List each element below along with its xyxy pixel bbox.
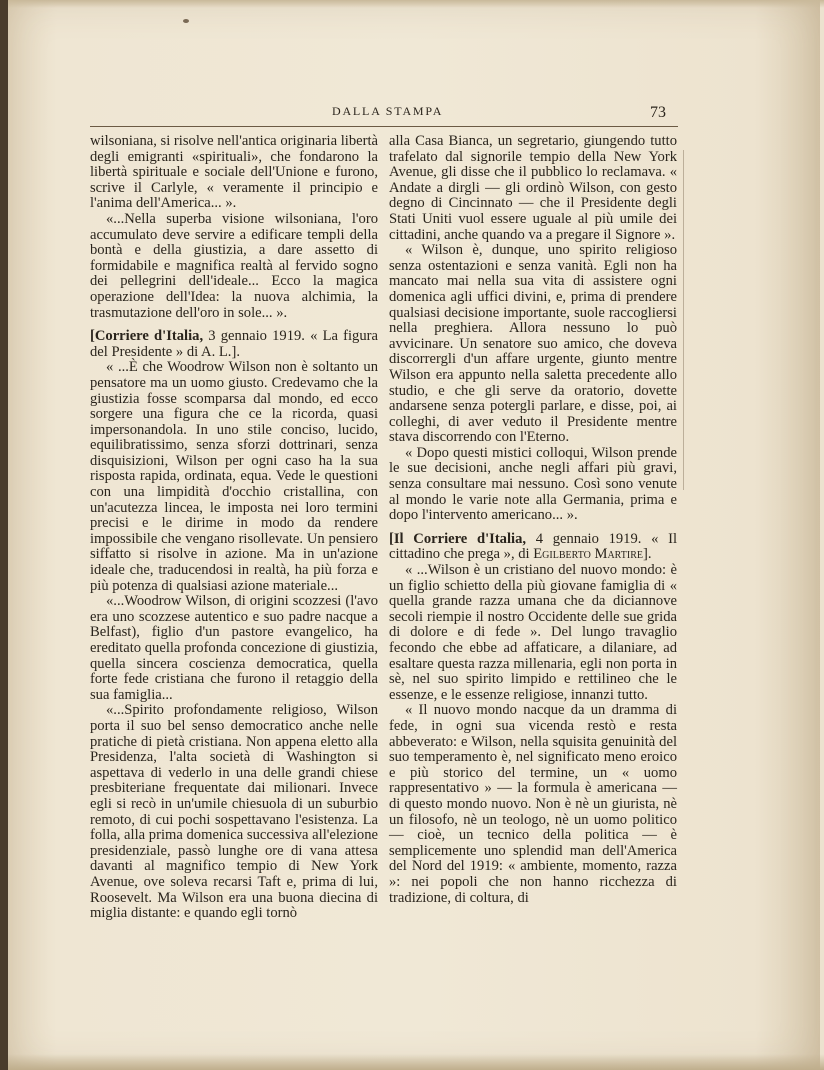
header-rule <box>90 126 678 127</box>
page-binding-edge <box>0 0 8 1070</box>
right-column <box>389 134 677 906</box>
paragraph-text: « ...È che Woodrow Wilson non è soltanto un pensatore ma un uomo giusto. Credevamo che la giustizia fosse scomparsa dal mondo, ed ecco sorgere una figura che ce la ricorda, quasi impersonandola. In uno stile conciso, lucido, equilibratissimo, senza sforzi dottrinari, senza disquisizioni, Wilson per ogni caso ha la sua risposta rapida, ordinata, equa. Vede le questioni con una limpidità d'occhio cristallina, con un'acutezza lincea, le imposta nei loro termini precisi e le dirime in modo da rendere impossibile che vengano risollevate. Un pensiero siffatto si risolve in azione. Ma in un'azione ideale che, traducendosi in realtà, ha più forza e più potenza di qualsiasi azione materiale... <box>90 359 378 594</box>
author-name: Egilberto Martire <box>533 546 643 563</box>
paragraph <box>389 532 677 563</box>
paragraph <box>90 360 378 594</box>
paragraph <box>389 243 677 446</box>
page-top-edge <box>8 0 824 8</box>
paragraph-text: «...Woodrow Wilson, di origini scozzesi (l'avo era uno scozzese autentico e suo padre nacque a Belfast), figlio d'un pastore evangelico, ha ereditato quella profonda concezione di giustizia, quella sincera coscienza democratica, quella forte fede cristiana che furono il retaggio della sua famiglia... <box>90 593 378 703</box>
paragraph-text: « Dopo questi mistici colloqui, Wilson prende le sue decisioni, anche negli affari più gravi, senza consultare mai nessuno. Così sono venute al mondo le varie note alla Germania, prima e dopo l'intervento americano... ». <box>389 444 677 524</box>
page-bottom-edge <box>8 1054 824 1070</box>
paragraph-text: « Il nuovo mondo nacque da un dramma di fede, in ogni sua vicenda restò e resta abbeverato: e Wilson, nella squisita genuinità del suo temperamento è, nel significato meno eroico e più storico del termine, un « uomo rappresentativo » — la formula è americana — di questo mondo nuovo. Non è nè un giurista, nè un filosofo, nè un teologo, nè un uomo politico — cioè, un tecnico della politica — è semplicemente uno splendid man dell'America del Nord del 1919: « ambiente, momento, razza »: nei popoli che non hanno ricchezza di tradizione, di coltura, di <box>389 702 677 906</box>
running-header: DALLA STAMPA <box>332 104 444 118</box>
paragraph <box>90 212 378 321</box>
paragraph <box>389 563 677 703</box>
paragraph-text: « ...Wilson è un cristiano del nuovo mondo: è un figlio schietto della più giovane famiglia di « quella grande razza umana che da diciannove secoli riempie il nostro Occidente delle sue grida di dolore e di fede ». Del lungo travaglio fecondo che ebbe ad affaticare, a dilaniare, ad esaltare questa razza millenaria, egli non porta in sè, nel suo spirito limpido e rettilineo che le essenze, e le essenze religiose, innanzi tutto. <box>389 562 677 703</box>
paragraph-text: wilsoniana, si risolve nell'antica originaria libertà degli emigranti «spirituali», che fondarono la libertà spirituale e sociale dell'Unione e furono, scrive il Carlyle, « veramente il principio e l'anima dell'America... ». <box>90 133 378 212</box>
source-citation: [Il Corriere d'Italia, <box>389 530 527 547</box>
paragraph-text: alla Casa Bianca, un segretario, giungendo tutto trafelato dal signorile tempio della New York Avenue, gli disse che il pubblico lo reclamava. « Andate a dirgli — gli ordinò Wilson, con gesto degno di Cincinnato — che il Presidente degli Stati Uniti vuol essere uguale al più umile dei cittadini, anche quando va a pregare il Signore ». <box>389 133 677 243</box>
paragraph <box>90 329 378 360</box>
paragraph <box>389 446 677 524</box>
paragraph-text: 3 gennaio 1919. « La figura del Presidente » di A. L.]. <box>90 328 378 360</box>
paragraph <box>389 703 677 906</box>
margin-pencil-mark <box>683 150 684 490</box>
paragraph <box>90 703 378 921</box>
paragraph <box>389 134 677 243</box>
citation-close: ]. <box>642 546 652 563</box>
paragraph-text: «...Nella superba visione wilsoniana, l'oro accumulato deve servire a edificare templi della bontà e della giustizia, a dare assetto di formidabile e magnifica realtà al fervido sogno dei pellegrini dell'ideale... Ecco la magica operazione dell'Idea: la nuova alchimia, la trasmutazione dell'oro in sole... ». <box>90 210 378 321</box>
paragraph-text: « Wilson è, dunque, uno spirito religioso senza ostentazioni e senza vanità. Egli non ha mancato mai nella sua vita di assistere ogni domenica agli uffici divini, e, prima di prendere qualsiasi decisione importante, suole raccogliersi nella preghiera. Allora nessuno lo può avvicinare. Un senatore suo amico, che doveva discorrergli d'un affare urgente, giunto mentre Wilson era appunto nella saletta precedente allo studio, e che gli serve da oratorio, dovette andarsene senza potergli parlare, e disse, poi, ai colleghi, di aver veduto il Presidente mentre stava discorrendo con l'Eterno. <box>389 242 677 446</box>
paragraph-text: 4 gennaio 1919. « Il cittadino che prega », di <box>389 530 677 563</box>
source-citation: [Corriere d'Italia, <box>90 328 204 345</box>
paragraph <box>90 594 378 703</box>
page-number: 73 <box>650 104 666 121</box>
paragraph <box>90 134 378 212</box>
paragraph-text: «...Spirito profondamente religioso, Wilson porta il suo bel senso democratico anche nelle pratiche di pietà cristiana. Non appena eletto alla Presidenza, l'alta società di Washington si aspettava di vederlo in una delle grandi chiese presbiteriane frequentate dai milionari. Invece egli si recò in un'umile chiesuola di un suburbio remoto, di cui pochi sospettavano l'esistenza. La folla, alla prima domenica successiva all'elezione presidenziale, passò lunghe ore di vana attesa davanti al magnifico tempio di New York Avenue, ove soleva recarsi Taft e, prima di lui, Roosevelt. Ma Wilson era una buona diecina di miglia distante: e quando egli tornò <box>90 702 378 922</box>
left-column <box>90 134 378 922</box>
ink-spot <box>183 19 189 23</box>
